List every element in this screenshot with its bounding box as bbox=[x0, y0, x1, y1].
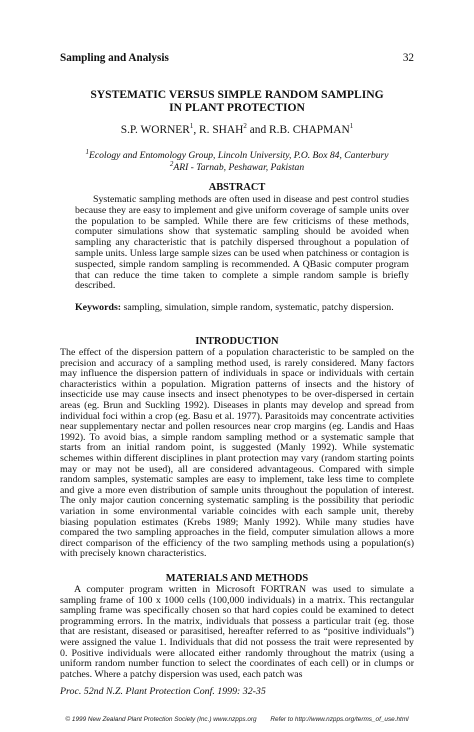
running-header bbox=[60, 52, 414, 66]
affiliation-1-text: Ecology and Entomology Group, Lincoln University, P.O. Box 84, Canterbury bbox=[88, 150, 389, 161]
author-list bbox=[60, 124, 414, 136]
abstract-text: Systematic sampling methods are often used in disease and pest control studies because they are easy to implement and give uniform coverage of sample units over the population to be sampled. While there are few criticisms of these methods, computer simulations show that systematic sampling should be avoided when sampling any characteristic that is patchily dispersed throughout a population of sample units. Unless large sample sizes can be used when patchiness or contagion is suspected, simple random sampling is recommended. A QBasic computer program that can reduce the time taken to complete a simple random sample is briefly described. bbox=[75, 194, 409, 292]
affiliation-2-mark: 2 bbox=[169, 159, 174, 168]
methods-body bbox=[60, 585, 414, 680]
affiliation-1-mark: 1 bbox=[85, 147, 89, 156]
paper-title bbox=[60, 88, 414, 114]
section-title: Sampling and Analysis bbox=[60, 52, 169, 64]
abstract-body bbox=[75, 195, 409, 292]
affiliation-1 bbox=[60, 147, 414, 162]
terms-link[interactable]: Refer to http://www.nzpps.org/terms_of_use.html bbox=[270, 716, 409, 723]
methods-heading: MATERIALS AND METHODS bbox=[165, 573, 309, 584]
introduction-text: The effect of the dispersion pattern of a population characteristic to be sampled on the precision and accuracy of a sampling method used, is rarely considered. Many factors may influence the dispersion pattern of individuals in space or individuals with certain characteristics within a population. Migration patterns of insects and the history of insecticide use may cause insects and insect phenotypes to be over-dispersed in certain areas (eg. Brun and Suckling 1992). Diseases in plants may develop and spread from individual foci within a crop (eg. Basu et al. 1977). Parasitoids may concentrate activities near supplementary nectar and pollen resources near crop margins (eg. Landis and Haas 1992). To avoid bias, a simple random sampling method or a systematic sample that starts from an initial random point, is suggested (Manly 1992). While systematic schemes within different disciplines in plant protection may vary (random starting points may or may not be used), all are considered advantageous. Compared with simple random samples, systematic samples are easy to implement, take less time to complete and give a more even distribution of sample units throughout the population of interest. The only major caution concerning systematic sampling is the possibility that periodic variation in some environmental variable coincides with each sample unit, thereby biasing population estimates (Krebs 1989; Manly 1992). While many studies have compared the two sampling approaches in the field, computer simulation allows a more direct comparison of the efficiency of the two sampling methods using a population(s) with precisely known characteristics. bbox=[60, 347, 414, 560]
affiliation-2-text: ARI - Tarnab, Peshawar, Pakistan bbox=[173, 162, 305, 173]
author-2: , R. SHAH bbox=[193, 124, 244, 136]
author-3-affil-mark: 1 bbox=[349, 122, 354, 131]
proceedings-citation: Proc. 52nd N.Z. Plant Protection Conf. 1999: 32-35 bbox=[60, 686, 266, 697]
affiliations bbox=[60, 147, 414, 174]
author-3: and R.B. CHAPMAN bbox=[246, 124, 350, 136]
abstract-heading: ABSTRACT bbox=[208, 182, 266, 193]
keywords-line bbox=[75, 303, 409, 314]
author-2-affil-mark: 2 bbox=[243, 122, 247, 131]
page-footer bbox=[0, 716, 474, 723]
affiliation-2 bbox=[60, 159, 414, 174]
keywords-text: sampling, simulation, simple random, systematic, patchy dispersion. bbox=[121, 302, 394, 313]
page-number: 32 bbox=[402, 52, 414, 64]
title-line-1: SYSTEMATIC VERSUS SIMPLE RANDOM SAMPLING bbox=[90, 88, 384, 101]
title-line-2: IN PLANT PROTECTION bbox=[169, 101, 305, 114]
copyright-notice: © 1999 New Zealand Plant Protection Society (Inc.) www.nzpps.org bbox=[65, 716, 257, 723]
introduction-heading: INTRODUCTION bbox=[195, 336, 279, 347]
introduction-body bbox=[60, 348, 414, 560]
author-1-affil-mark: 1 bbox=[189, 122, 194, 131]
author-1: S.P. WORNER bbox=[120, 124, 190, 136]
methods-text: A computer program written in Microsoft FORTRAN was used to simulate a sampling frame of 100 x 1000 cells (100,000 individuals) in a matrix. This rectangular sampling frame was specifically chosen so that hard copies could be examined to detect programming errors. In the matrix, individuals that possess a particular trait (eg. those that are resistant, diseased or parasitised, hereafter referred to as “positive individuals”) were assigned the value 1. Individuals that did not possess the trait were represented by 0. Positive individuals were allocated either randomly throughout the matrix (using a uniform random number function to select the coordinates of each cell) or in clumps or patches. Where a patchy dispersion was used, each patch was bbox=[60, 584, 414, 680]
keywords-label: Keywords: bbox=[75, 302, 122, 313]
